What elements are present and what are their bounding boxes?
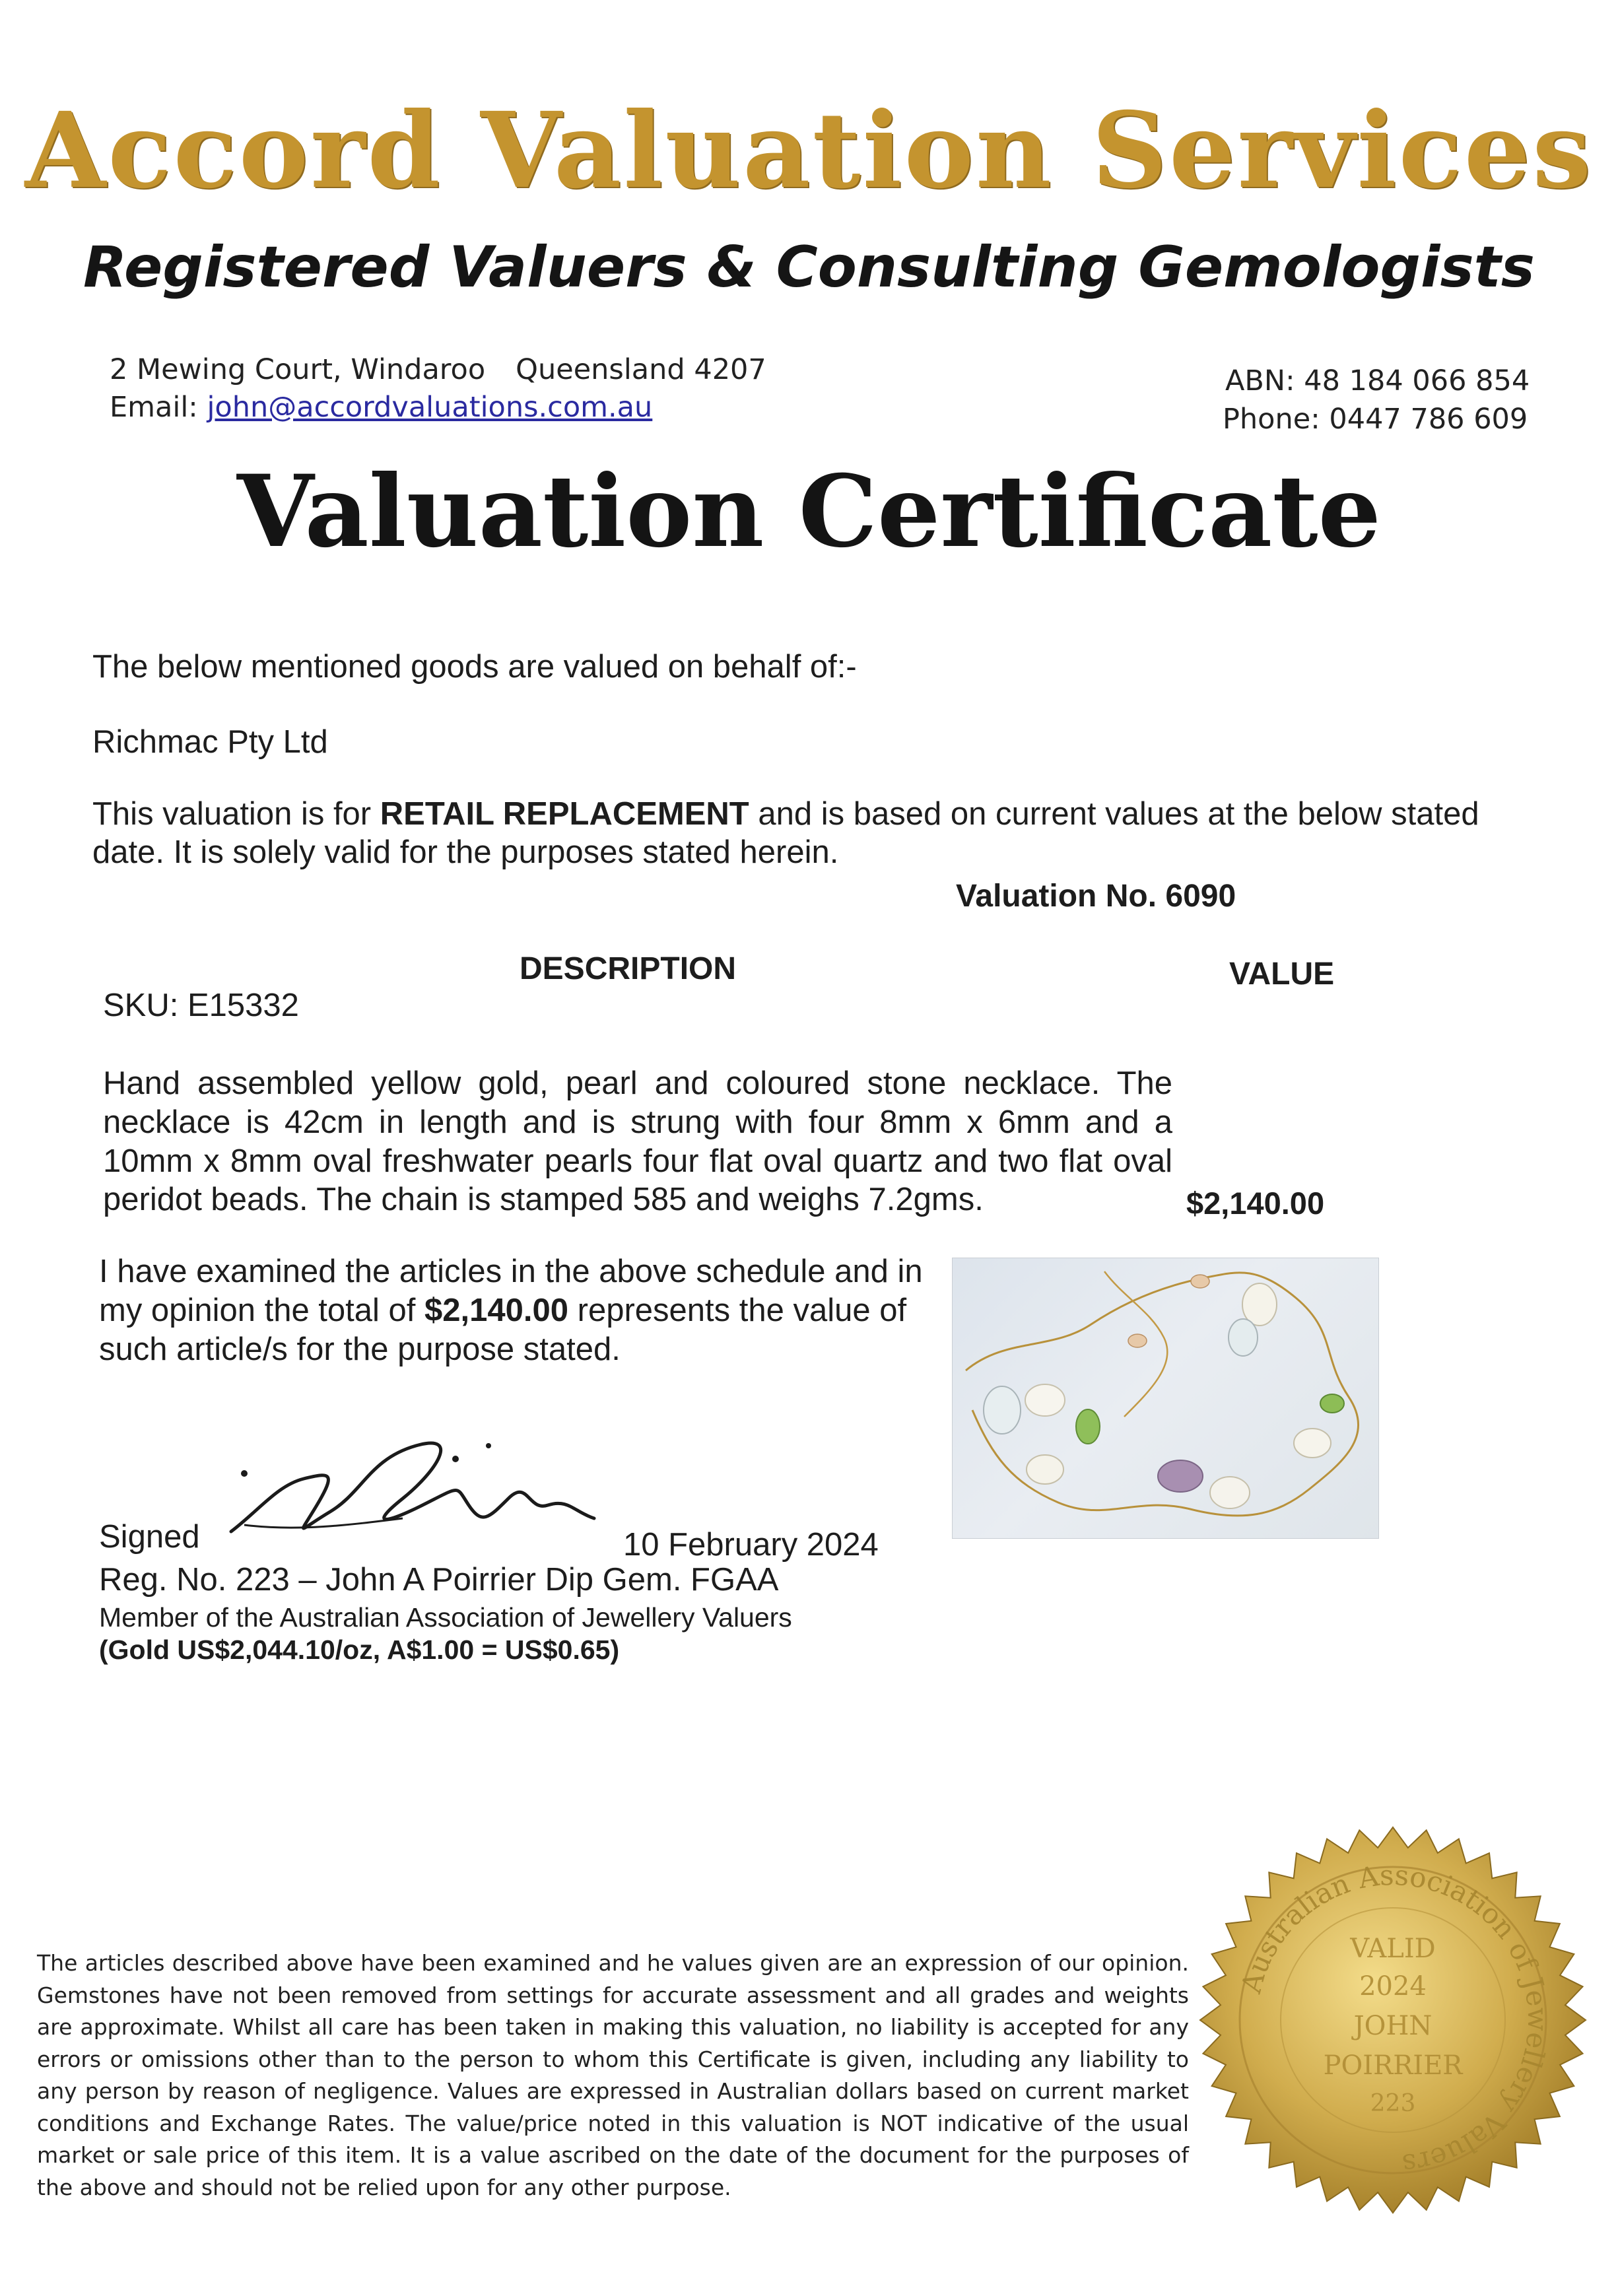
association-seal xyxy=(1195,1822,1591,2218)
seal-valid: VALID xyxy=(1350,1934,1436,1964)
necklace-photo xyxy=(952,1258,1379,1539)
signed-label: Signed xyxy=(99,1519,200,1555)
seal-reg-no: 223 xyxy=(1370,2090,1416,2117)
valuation-number: Valuation No. 6090 xyxy=(956,879,1236,914)
address-state: Queensland 4207 xyxy=(516,353,766,386)
item-value: $2,140.00 xyxy=(1186,1186,1325,1221)
abn-number: ABN: 48 184 066 854 xyxy=(1225,364,1530,397)
purpose-prefix: This valuation is for xyxy=(92,796,380,832)
purpose-emphasis: RETAIL REPLACEMENT xyxy=(380,796,749,832)
registration-number: Reg. No. 223 – John A Poirrier Dip Gem. FGAA xyxy=(99,1562,779,1598)
gold-exchange-rate: (Gold US$2,044.10/oz, A$1.00 = US$0.65) xyxy=(99,1635,620,1665)
opinion-suffix: represents the value of such article/s for the purpose stated. xyxy=(99,1292,907,1367)
phone-number: Phone: 0447 786 609 xyxy=(1223,403,1528,436)
company-name: Accord Valuation Services xyxy=(24,90,1594,212)
seal-name-last: POIRRIER xyxy=(1323,2050,1463,2081)
company-address xyxy=(110,353,766,388)
signature-date: 10 February 2024 xyxy=(623,1527,879,1563)
description-heading: DESCRIPTION xyxy=(520,951,737,986)
email-label: Email: xyxy=(110,391,198,424)
item-description: Hand assembled yellow gold, pearl and coloured stone necklace. The necklace is 42cm in length and is strung with four 8mm x 6mm and a 10mm x 8mm oval freshwater pearls four flat oval quartz and two flat oval peridot beads. The chain is stamped 585 and weighs 7.2gms. xyxy=(103,1065,1172,1218)
address-street: 2 Mewing Court, Windaroo xyxy=(110,353,486,386)
association-membership: Member of the Australian Association of Jewellery Valuers xyxy=(99,1602,792,1633)
valuer-opinion xyxy=(99,1252,931,1368)
purpose-suffix: and is based on current values at the below stated date. It is solely valid for the purposes stated herein. xyxy=(92,796,1479,870)
seal-name-first: JOHN xyxy=(1353,2011,1433,2041)
company-tagline: Registered Valuers & Consulting Gemologists xyxy=(83,234,1535,300)
email-row xyxy=(110,391,652,425)
intro-text: The below mentioned goods are valued on behalf of:- xyxy=(92,649,857,685)
necklace-illustration xyxy=(953,1258,1378,1538)
client-name: Richmac Pty Ltd xyxy=(92,724,328,760)
disclaimer-text: The articles described above have been examined and he values given are an expression of our opinion. Gemstones have not been removed from settings for accurate assessment and all grades and weights are approximate. Whilst all care has been taken in making this valuation, no liability is accepted for any errors or omissions other than to the person to whom this Certificate is given, including any liability to any person by reason of negligence. Values are expressed in Australian dollars based on current market conditions and Exchange Rates. The value/price noted in this valuation is NOT indicative of the usual market or sale price of this item. It is a value ascribed on the date of the document for the purposes of the above and should not be relied upon for any other purpose. xyxy=(37,1950,1189,2200)
item-sku: SKU: E15332 xyxy=(103,988,299,1023)
valuation-purpose xyxy=(92,795,1532,872)
certificate-title: Valuation Certificate xyxy=(236,454,1382,570)
value-heading: VALUE xyxy=(1229,957,1335,992)
seal-ring-text: Australian Association of Jewellery Valuers xyxy=(1234,1858,1555,2181)
valuer-signature xyxy=(218,1433,614,1545)
opinion-prefix: I have examined the articles in the above schedule and in my opinion the total of xyxy=(99,1254,923,1328)
seal-year: 2024 xyxy=(1359,1971,1427,2002)
opinion-total: $2,140.00 xyxy=(424,1292,569,1328)
email-link[interactable]: john@accordvaluations.com.au xyxy=(207,391,653,424)
